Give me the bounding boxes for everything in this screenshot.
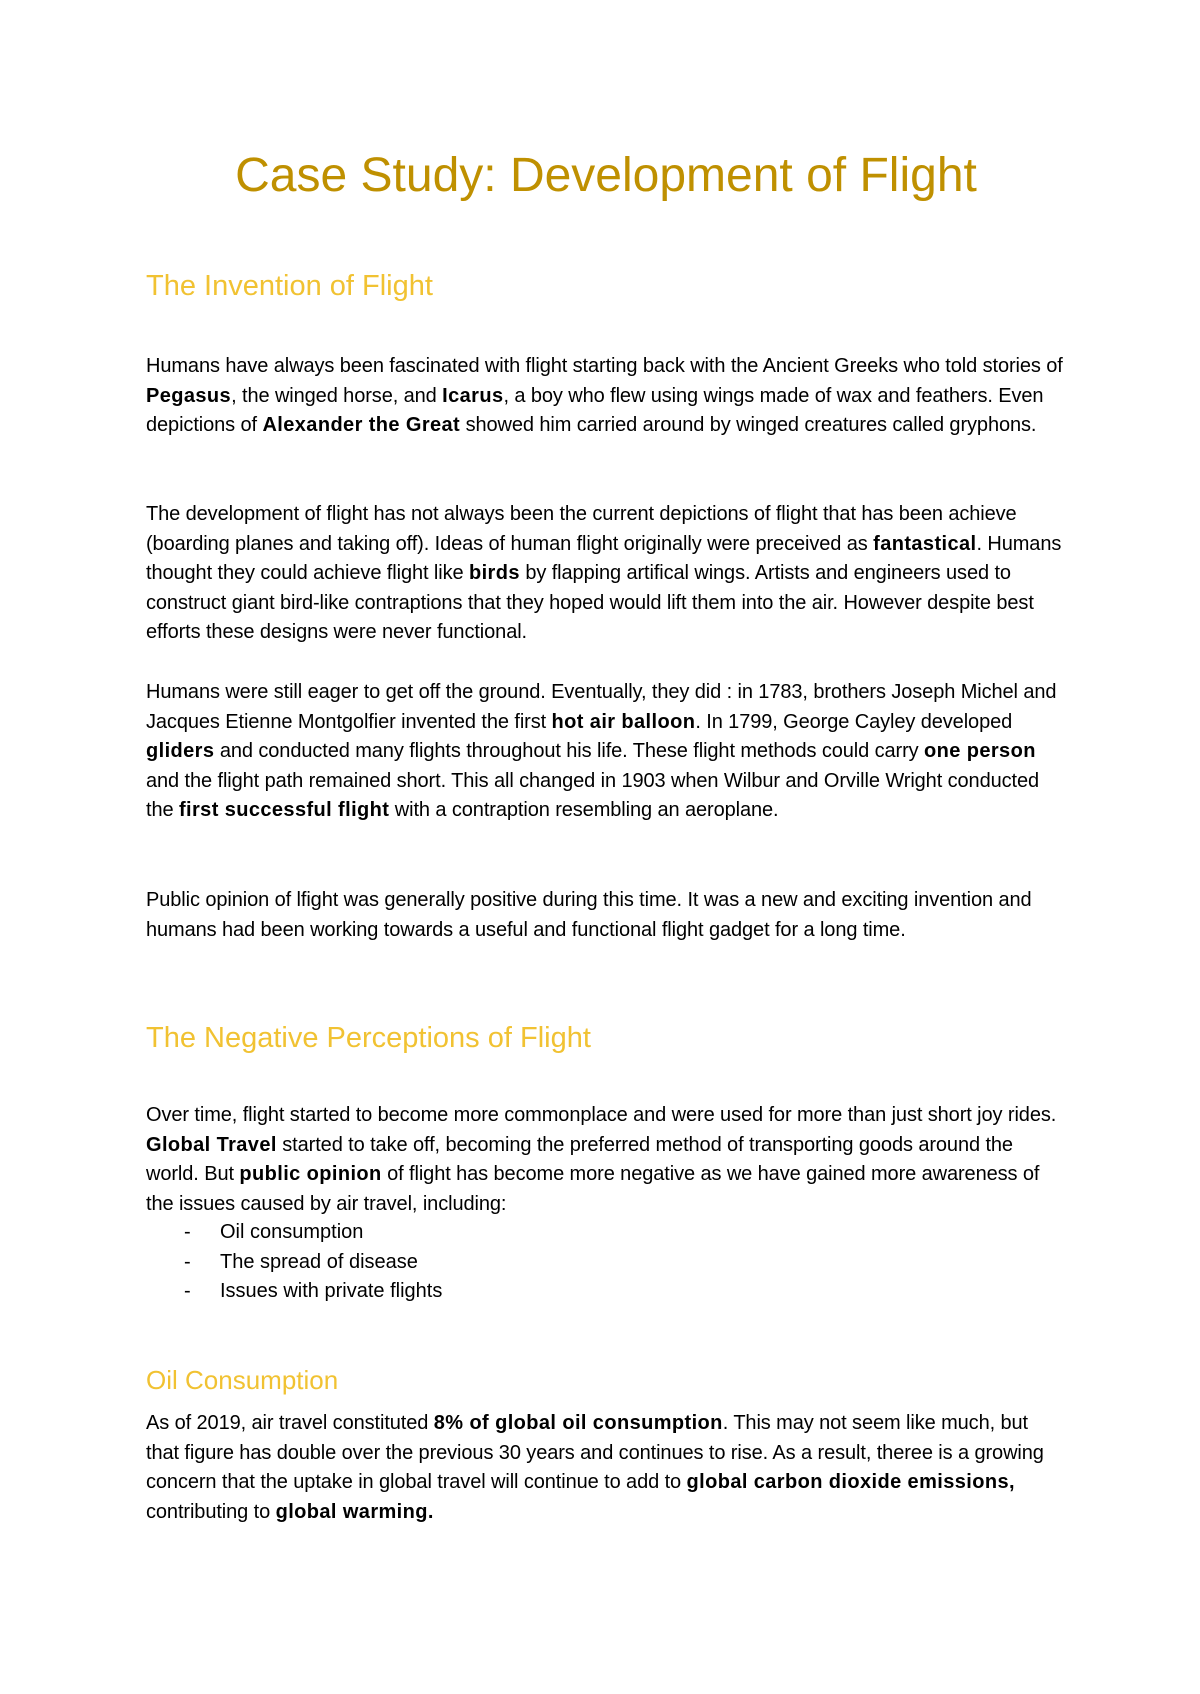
bullet-dash: - bbox=[184, 1250, 191, 1273]
paragraph-negative-1: Over time, flight started to become more commonplace and were used for more than just short joy rides. Global Travel started to take off, becoming the preferred method of transporting goods around the world. But public opinion of flight has become more negative as we have gained more awareness of the issues caused by air travel, including: bbox=[146, 1104, 1057, 1215]
list-item: - Oil consumption bbox=[146, 1218, 442, 1248]
paragraph-invention-4: Public opinion of lfight was generally positive during this time. It was a new and exciting invention and humans had been working towards a useful and functional flight gadget for a long time. bbox=[146, 889, 1032, 941]
section-heading-negative-perceptions: The Negative Perceptions of Flight bbox=[146, 1022, 591, 1054]
section-heading-oil-consumption: Oil Consumption bbox=[146, 1365, 339, 1395]
paragraph-invention-2: The development of flight has not always been the current depictions of flight that has been achieve (boarding planes and taking off). Ideas of human flight originally were preceived as fantastical. Humans thought they could achieve flight like birds by flapping artifical wings. Artists and engineers used to construct giant bird-like contraptions that they hoped would lift them into the air. However despite best efforts these designs were never functional. bbox=[146, 503, 1062, 644]
bullet-dash: - bbox=[184, 1280, 191, 1303]
paragraph-invention-3: Humans were still eager to get off the ground. Eventually, they did : in 1783, brothers Joseph Michel and Jacques Etienne Montgolfier invented the first hot air balloon. In 1799, George Cayley developed gliders and conducted many flights throughout his life. These flight methods could carry one person and the flight path remained short. This all changed in 1903 when Wilbur and Orville Wright conducted the first successful flight with a contraption resembling an aeroplane. bbox=[146, 681, 1057, 822]
issues-list bbox=[146, 1218, 442, 1307]
paragraph-invention-1: Humans have always been fascinated with flight starting back with the Ancient Greeks who told stories of Pegasus, the winged horse, and Icarus, a boy who flew using wings made of wax and feathers. Even depictions of Alexander the Great showed him carried around by winged creatures called gryphons. bbox=[146, 355, 1063, 437]
section-heading-invention: The Invention of Flight bbox=[146, 270, 433, 302]
document-title: Case Study: Development of Flight bbox=[235, 149, 977, 202]
bullet-dash: - bbox=[184, 1221, 191, 1243]
paragraph-oil-consumption: As of 2019, air travel constituted 8% of global oil consumption. This may not seem like much, but that figure has double over the previous 30 years and continues to rise. As a result, theree is a growing concern that the uptake in global travel will continue to add to global carbon dioxide emissions, contributing to global warming. bbox=[146, 1412, 1044, 1523]
list-item: - Issues with private flights bbox=[146, 1277, 442, 1307]
list-item: - The spread of disease bbox=[146, 1248, 442, 1278]
